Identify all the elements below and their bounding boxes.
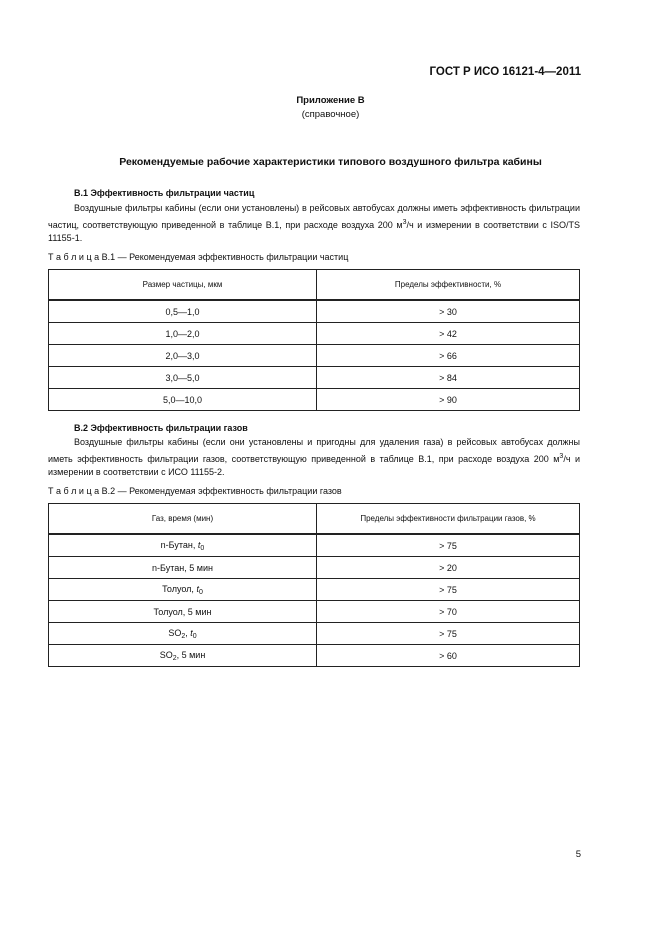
gas-tail: , — [185, 627, 191, 638]
table2-caption-text: В.2 — Рекомендуемая эффективность фильтрации газов — [101, 486, 342, 496]
section-b2-text-2: /ч и измерении в соответствии с ИСО 11155-2. — [48, 453, 581, 477]
table-row — [49, 300, 580, 323]
cell-efficiency: > 70 — [317, 601, 580, 623]
gas-formula-sub: 2 — [172, 654, 177, 662]
cell-efficiency: > 30 — [317, 300, 580, 323]
section-b1-text-1: Воздушные фильтры кабины (если они установлены) в рейсовых автобусах должны иметь эффективность фильтрации частиц, соответствующую приведенной в таблице В.1, при расходе воздуха 200 м — [48, 203, 580, 230]
cell-efficiency: > 84 — [317, 367, 580, 389]
cell-efficiency: > 75 — [317, 534, 580, 557]
gas-name: Толуол, — [162, 583, 197, 594]
gas-tail: , 5 мин — [176, 649, 206, 660]
cell-efficiency: > 60 — [317, 645, 580, 667]
cell-gas: n-Бутан, 5 мин — [49, 557, 317, 579]
main-title: Рекомендуемые рабочие характеристики типового воздушного фильтра кабины — [119, 156, 542, 168]
table2-col-efficiency: Пределы эффективности фильтрации газов, % — [317, 504, 580, 535]
gas-name: SO — [159, 649, 173, 660]
cell-efficiency: > 66 — [317, 345, 580, 367]
section-b2-heading: В.2 Эффективность фильтрации газов — [74, 423, 248, 433]
cell-size: 3,0—5,0 — [49, 367, 317, 389]
cell-efficiency: > 20 — [317, 557, 580, 579]
cell-efficiency: > 90 — [317, 389, 580, 411]
annex-subtitle: (справочное) — [301, 109, 360, 120]
gas-name: n-Бутан, — [160, 539, 198, 550]
table-row — [49, 534, 580, 557]
cell-efficiency: > 42 — [317, 323, 580, 345]
cell-size: 1,0—2,0 — [49, 323, 317, 345]
table2-caption-prefix: Т а б л и ц а — [48, 486, 100, 496]
table-gas-efficiency — [48, 503, 580, 667]
gas-time-sub: 0 — [198, 588, 203, 596]
gas-name: SO — [168, 627, 182, 638]
cell-gas — [49, 645, 317, 667]
table-row — [49, 345, 580, 367]
gas-time-var: t — [190, 627, 193, 638]
table2-header-row — [49, 504, 580, 535]
page-number: 5 — [575, 849, 581, 860]
section-b1-heading: В.1 Эффективность фильтрации частиц — [74, 188, 255, 198]
table-row — [49, 323, 580, 345]
table1-header-row — [49, 270, 580, 301]
table-row — [49, 601, 580, 623]
section-b1-paragraph — [48, 202, 580, 246]
table-row — [49, 623, 580, 645]
gas-time-sub: 0 — [192, 632, 197, 640]
table-particle-efficiency — [48, 269, 580, 411]
table1-col-size: Размер частицы, мкм — [49, 270, 317, 301]
table1-col-efficiency: Пределы эффективности, % — [317, 270, 580, 301]
cell-gas — [49, 579, 317, 601]
table1-caption-text: В.1 — Рекомендуемая эффективность фильтрации частиц — [101, 252, 349, 262]
gas-time-sub: 0 — [200, 544, 205, 552]
section-b2-paragraph — [48, 436, 580, 480]
cell-gas — [49, 534, 317, 557]
cell-gas: Толуол, 5 мин — [49, 601, 317, 623]
table2-caption — [48, 486, 342, 496]
document-code: ГОСТ Р ИСО 16121-4—2011 — [429, 66, 581, 78]
table-row — [49, 645, 580, 667]
section-b2-text-1: Воздушные фильтры кабины (если они установлены и пригодны для удаления газа) в рейсовых автобусах должны иметь эффективность фильтрации газов, соответствующую приведенной в таблице В.1, при расходе воздуха 200 м — [48, 437, 580, 464]
section-b1-text-2: /ч и измерении в соответствии с ISO/TS 11155-1. — [48, 219, 580, 243]
cell-size: 2,0—3,0 — [49, 345, 317, 367]
gas-formula-sub: 2 — [181, 632, 186, 640]
table-row — [49, 389, 580, 411]
section-b2-sup: 3 — [559, 452, 564, 460]
gas-time-var: t — [197, 539, 201, 550]
cell-efficiency: > 75 — [317, 579, 580, 601]
table2-col-gas: Газ, время (мин) — [49, 504, 317, 535]
gas-time-var: t — [196, 583, 199, 594]
cell-size: 5,0—10,0 — [49, 389, 317, 411]
table-row — [49, 367, 580, 389]
table-row — [49, 579, 580, 601]
section-b1-sup: 3 — [402, 218, 407, 226]
table1-caption-prefix: Т а б л и ц а — [48, 252, 100, 262]
table-row — [49, 557, 580, 579]
cell-efficiency: > 75 — [317, 623, 580, 645]
table1-caption — [48, 252, 348, 262]
cell-size: 0,5—1,0 — [49, 300, 317, 323]
cell-gas — [49, 623, 317, 645]
annex-title: Приложение В — [296, 95, 365, 106]
